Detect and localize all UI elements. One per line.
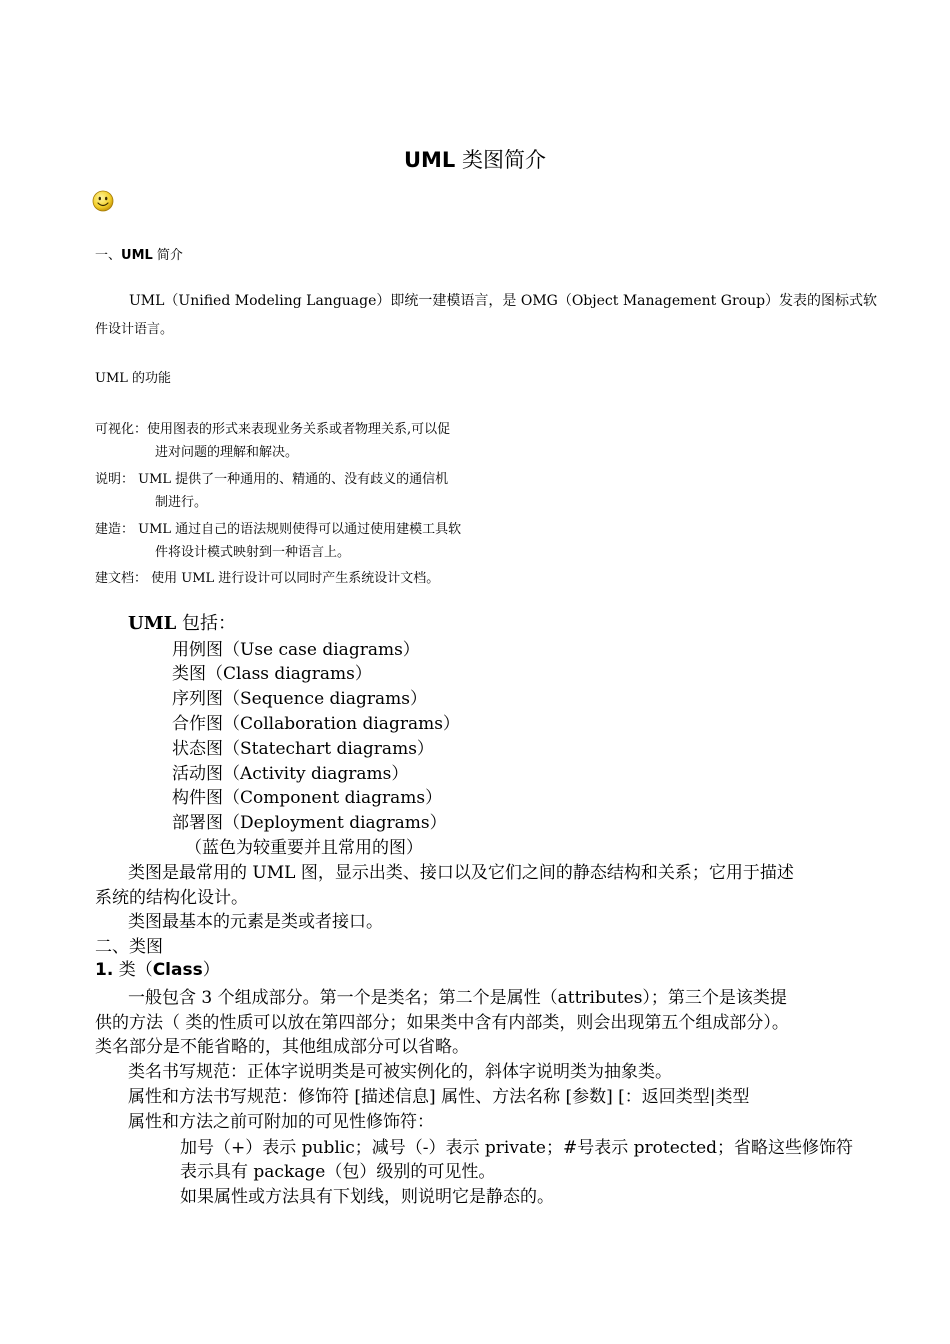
diagram-type-item: 用例图（Use case diagrams）	[172, 640, 420, 660]
class-desc-line1: 类图是最常用的 UML 图，显示出类、接口以及它们之间的静态结构和关系；它用于描述	[128, 863, 794, 883]
visibility-line1: 加号（+）表示 public；减号（-）表示 private；#号表示 protected；省略这些修饰符	[180, 1138, 854, 1158]
function-construct-line2: 件将设计模式映射到一种语言上。	[155, 545, 351, 560]
visibility-line2: 表示具有 package（包）级别的可见性。	[180, 1162, 496, 1182]
function-specify-line2: 制进行。	[155, 495, 208, 510]
section1-heading: 一、UML 简介	[95, 248, 183, 263]
subsection1-heading: 1. 类（Class）	[95, 960, 220, 980]
function-visualize-line1: 可视化：使用图表的形式来表现业务关系或者物理关系,可以促	[95, 422, 451, 437]
static-note: 如果属性或方法具有下划线，则说明它是静态的。	[180, 1187, 554, 1207]
visibility-heading: 属性和方法之前可附加的可见性修饰符：	[128, 1112, 434, 1132]
functions-heading: UML 的功能	[95, 371, 172, 386]
naming-rule: 类名书写规范：正体字说明类是可被实例化的，斜体字说明类为抽象类。	[128, 1062, 672, 1082]
diagram-type-item: 序列图（Sequence diagrams）	[172, 689, 427, 709]
function-specify-line1: 说明： UML 提供了一种通用的、精通的、没有歧义的通信机	[95, 472, 449, 487]
diagram-type-item: 构件图（Component diagrams）	[172, 788, 443, 808]
document-title: UML 类图简介	[403, 148, 547, 172]
diagram-type-item: 部署图（Deployment diagrams）	[172, 813, 447, 833]
diagram-type-item: 类图（Class diagrams）	[172, 664, 372, 684]
intro-line-2: 件设计语言。	[95, 322, 174, 337]
smiley-face-icon	[92, 190, 114, 212]
intro-line-1: UML（Unified Modeling Language）即统一建模语言，是 OMG（Object Management Group）发表的图标式软	[129, 293, 878, 309]
section2-heading: 二、类图	[95, 937, 163, 957]
class-parts-line2: 供的方法（ 类的性质可以放在第四部分；如果类中含有内部类，则会出现第五个组成部分）。	[95, 1013, 789, 1033]
attr-rule: 属性和方法书写规范：修饰符 [描述信息] 属性、方法名称 [参数] [：返回类型|类型	[128, 1087, 750, 1107]
function-visualize-line2: 进对问题的理解和解决。	[155, 445, 299, 460]
function-construct-line1: 建造： UML 通过自己的语法规则使得可以通过使用建模工具软	[95, 522, 462, 537]
class-desc-line2: 系统的结构化设计。	[95, 888, 248, 908]
diagram-type-item: 活动图（Activity diagrams）	[172, 764, 409, 784]
diagram-type-item: 合作图（Collaboration diagrams）	[172, 714, 460, 734]
function-document-line1: 建文档： 使用 UML 进行设计可以同时产生系统设计文档。	[95, 571, 440, 586]
includes-heading: UML 包括：	[128, 613, 237, 634]
diagram-type-item: 状态图（Statechart diagrams）	[172, 739, 434, 759]
blue-note: （蓝色为较重要并且常用的图）	[185, 838, 423, 858]
class-basic: 类图最基本的元素是类或者接口。	[128, 912, 383, 932]
class-parts-line3: 类名部分是不能省略的，其他组成部分可以省略。	[95, 1037, 469, 1057]
class-parts-line1: 一般包含 3 个组成部分。第一个是类名；第二个是属性（attributes）；第三个是该类提	[128, 988, 787, 1008]
